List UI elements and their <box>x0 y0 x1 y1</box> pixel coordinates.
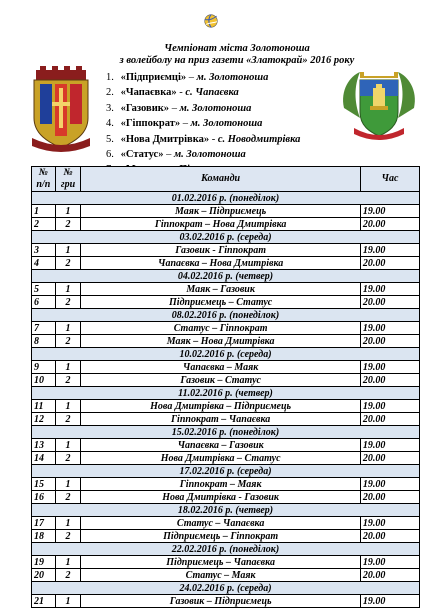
time-cell: 19.00 <box>360 556 419 569</box>
date-row <box>32 192 420 205</box>
teams-cell: Чапаєвка – Маяк <box>81 361 360 374</box>
table-row <box>32 335 420 348</box>
game-number-cell: 2 <box>55 491 81 504</box>
date-row <box>32 543 420 556</box>
teams-cell: Нова Дмитрівка – Статус <box>81 452 360 465</box>
date-cell: 15.02.2016 р. (понеділок) <box>32 426 420 439</box>
list-item: 5. «Нова Дмитрівка» - с. Новодмитрівка <box>106 133 301 145</box>
match-number-cell: 8 <box>32 335 56 348</box>
time-cell: 20.00 <box>360 569 419 582</box>
time-cell: 19.00 <box>360 205 419 218</box>
table-row <box>32 322 420 335</box>
time-cell: 20.00 <box>360 335 419 348</box>
game-number-cell: 1 <box>55 439 81 452</box>
time-cell: 19.00 <box>360 244 419 257</box>
schedule-table <box>31 166 420 608</box>
game-number-cell: 2 <box>55 452 81 465</box>
teams-cell: Статус – Маяк <box>81 569 360 582</box>
schedule-body <box>32 192 420 608</box>
time-cell: 20.00 <box>360 530 419 543</box>
time-cell: 19.00 <box>360 517 419 530</box>
time-cell: 20.00 <box>360 296 419 309</box>
date-cell: 17.02.2016 р. (середа) <box>32 465 420 478</box>
game-number-cell: 1 <box>55 283 81 296</box>
table-row <box>32 400 420 413</box>
game-number-cell: 2 <box>55 335 81 348</box>
teams-cell: Газовик – Статус <box>81 374 360 387</box>
date-cell: 18.02.2016 р. (четвер) <box>32 504 420 517</box>
date-cell: 22.02.2016 р. (понеділок) <box>32 543 420 556</box>
teams-cell: Підприємець – Статус <box>81 296 360 309</box>
time-cell: 19.00 <box>360 322 419 335</box>
column-header-number: № п/п <box>32 167 56 192</box>
zolotonosha-coat-of-arms-icon <box>30 66 92 156</box>
date-cell: 24.02.2016 р. (середа) <box>32 582 420 595</box>
date-cell: 03.02.2016 р. (середа) <box>32 231 420 244</box>
date-row <box>32 270 420 283</box>
table-row <box>32 296 420 309</box>
match-number-cell: 20 <box>32 569 56 582</box>
time-cell: 20.00 <box>360 218 419 231</box>
game-number-cell: 1 <box>55 205 81 218</box>
table-row <box>32 205 420 218</box>
teams-cell: Підприємець – Гіппократ <box>81 530 360 543</box>
table-row <box>32 595 420 608</box>
teams-cell: Гіппократ – Чапаєвка <box>81 413 360 426</box>
game-number-cell: 2 <box>55 413 81 426</box>
column-header-game: № гри <box>55 167 81 192</box>
team-list <box>106 70 300 178</box>
table-row <box>32 452 420 465</box>
table-row <box>32 478 420 491</box>
time-cell: 20.00 <box>360 413 419 426</box>
teams-cell: Підприємець – Чапаєвка <box>81 556 360 569</box>
time-cell: 20.00 <box>360 257 419 270</box>
game-number-cell: 1 <box>55 556 81 569</box>
match-number-cell: 19 <box>32 556 56 569</box>
list-item: 3. «Газовик» – м. Золотоноша <box>106 102 252 114</box>
game-number-cell: 1 <box>55 322 81 335</box>
table-row <box>32 413 420 426</box>
time-cell: 20.00 <box>360 374 419 387</box>
match-number-cell: 16 <box>32 491 56 504</box>
column-header-time: Час <box>360 167 419 192</box>
volleyball-icon <box>204 14 218 28</box>
table-row <box>32 491 420 504</box>
table-row <box>32 244 420 257</box>
table-row <box>32 530 420 543</box>
teams-cell: Чапаєвка – Нова Дмитрівка <box>81 257 360 270</box>
teams-cell: Гіппократ – Нова Дмитрівка <box>81 218 360 231</box>
game-number-cell: 2 <box>55 218 81 231</box>
match-number-cell: 1 <box>32 205 56 218</box>
table-row <box>32 283 420 296</box>
teams-cell: Гіппократ – Маяк <box>81 478 360 491</box>
match-number-cell: 18 <box>32 530 56 543</box>
match-number-cell: 21 <box>32 595 56 608</box>
list-item: 4. «Гіппократ» – м. Золотоноша <box>106 118 263 130</box>
teams-cell: Газовик – Підприємець <box>81 595 360 608</box>
list-item: 2. «Чапаєвка» - с. Чапаєвка <box>106 87 239 99</box>
game-number-cell: 1 <box>55 244 81 257</box>
game-number-cell: 1 <box>55 517 81 530</box>
teams-cell: Статус – Гіппократ <box>81 322 360 335</box>
match-number-cell: 9 <box>32 361 56 374</box>
time-cell: 20.00 <box>360 491 419 504</box>
date-cell: 04.02.2016 р. (четвер) <box>32 270 420 283</box>
date-row <box>32 309 420 322</box>
table-row <box>32 218 420 231</box>
date-cell: 11.02.2016 р. (четвер) <box>32 387 420 400</box>
match-number-cell: 11 <box>32 400 56 413</box>
date-cell: 01.02.2016 р. (понеділок) <box>32 192 420 205</box>
match-number-cell: 14 <box>32 452 56 465</box>
match-number-cell: 7 <box>32 322 56 335</box>
page-title: Чемпіонат міста Золотоноша <box>164 43 310 54</box>
game-number-cell: 1 <box>55 595 81 608</box>
teams-cell: Маяк – Газовик <box>81 283 360 296</box>
game-number-cell: 1 <box>55 478 81 491</box>
list-item: 1. «Підприємці» – м. Золотоноша <box>106 72 269 83</box>
date-row <box>32 387 420 400</box>
teams-cell: Статус – Чапаєвка <box>81 517 360 530</box>
game-number-cell: 2 <box>55 257 81 270</box>
time-cell: 19.00 <box>360 400 419 413</box>
date-row <box>32 231 420 244</box>
game-number-cell: 1 <box>55 400 81 413</box>
table-row <box>32 569 420 582</box>
game-number-cell: 2 <box>55 530 81 543</box>
match-number-cell: 4 <box>32 257 56 270</box>
game-number-cell: 2 <box>55 374 81 387</box>
table-row <box>32 439 420 452</box>
date-cell: 08.02.2016 р. (понеділок) <box>32 309 420 322</box>
game-number-cell: 1 <box>55 361 81 374</box>
match-number-cell: 5 <box>32 283 56 296</box>
teams-cell: Маяк – Нова Дмитрівка <box>81 335 360 348</box>
table-row <box>32 556 420 569</box>
table-row <box>32 517 420 530</box>
date-row <box>32 348 420 361</box>
date-row <box>32 504 420 517</box>
list-item: 6. «Статус» – м. Золотоноша <box>106 149 246 161</box>
match-number-cell: 3 <box>32 244 56 257</box>
page-subtitle: з волейболу на приз газети «Златокрай» 2016 року <box>119 55 355 66</box>
time-cell: 19.00 <box>360 595 419 608</box>
table-row <box>32 257 420 270</box>
table-row <box>32 361 420 374</box>
time-cell: 20.00 <box>360 452 419 465</box>
match-number-cell: 10 <box>32 374 56 387</box>
match-number-cell: 12 <box>32 413 56 426</box>
match-number-cell: 6 <box>32 296 56 309</box>
time-cell: 19.00 <box>360 283 419 296</box>
table-row <box>32 374 420 387</box>
teams-cell: Чапаєвка – Газовик <box>81 439 360 452</box>
date-row <box>32 426 420 439</box>
column-header-teams: Команди <box>81 167 360 192</box>
game-number-cell: 2 <box>55 569 81 582</box>
match-number-cell: 2 <box>32 218 56 231</box>
time-cell: 19.00 <box>360 361 419 374</box>
teams-cell: Газовик - Гіппократ <box>81 244 360 257</box>
teams-cell: Маяк – Підприємець <box>81 205 360 218</box>
date-cell: 10.02.2016 р. (середа) <box>32 348 420 361</box>
game-number-cell: 2 <box>55 296 81 309</box>
date-row <box>32 465 420 478</box>
district-coat-of-arms-icon <box>340 68 418 144</box>
teams-cell: Нова Дмитрівка – Підприємець <box>81 400 360 413</box>
teams-cell: Нова Дмитрівка - Газовик <box>81 491 360 504</box>
date-row <box>32 582 420 595</box>
match-number-cell: 17 <box>32 517 56 530</box>
time-cell: 19.00 <box>360 439 419 452</box>
match-number-cell: 15 <box>32 478 56 491</box>
time-cell: 19.00 <box>360 478 419 491</box>
match-number-cell: 13 <box>32 439 56 452</box>
